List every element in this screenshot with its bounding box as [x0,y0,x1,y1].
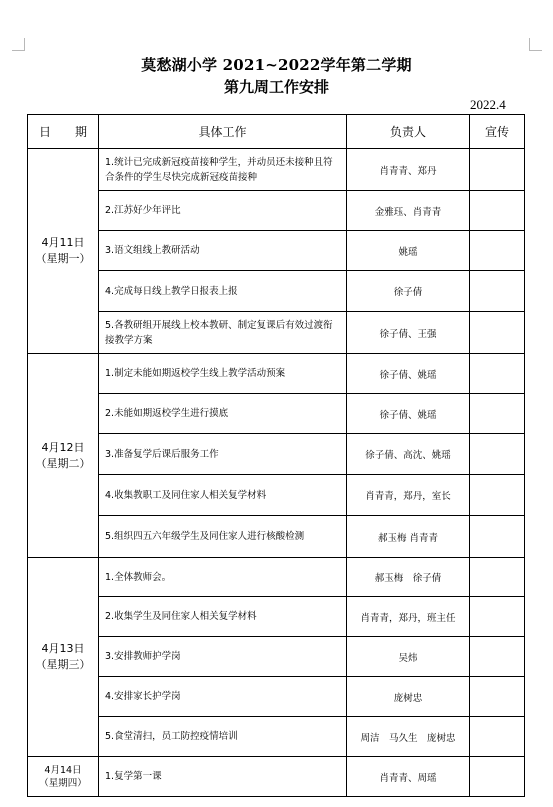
task-cell: 1.制定未能如期返校学生线上教学活动预案 [99,354,347,394]
publicity-cell [470,394,525,434]
task-cell: 4.安排家长护学岗 [99,677,347,717]
owner-cell: 吴炜 [347,637,470,677]
publicity-cell [470,757,525,797]
day-date: 4月11日 [41,236,85,249]
task-cell: 2.未能如期返校学生进行摸底 [99,394,347,434]
table-row [28,271,525,312]
table-row [28,434,525,475]
day-weekday: （星期四） [39,777,87,789]
publicity-cell [470,516,525,558]
task-cell: 1.全体教师会。 [99,558,347,597]
day-cell [28,354,99,558]
table-row [28,637,525,677]
owner-cell: 肖青青，郑丹，室长 [347,475,470,516]
publicity-cell [470,677,525,717]
publicity-cell [470,434,525,475]
owner-cell: 郝玉梅 肖青青 [347,516,470,558]
day-date: 4月13日 [41,642,85,655]
publicity-cell [470,149,525,191]
table-row [28,149,525,191]
task-cell: 3.准备复学后课后服务工作 [99,434,347,475]
table-row [28,516,525,558]
day-cell [28,558,99,757]
task-cell: 2.收集学生及同住家人相关复学材料 [99,597,347,637]
day-date: 4月12日 [41,440,85,454]
table-row [28,717,525,757]
owner-cell: 肖青青、郑丹 [347,149,470,191]
document-title: 莫愁湖小学 2021~2022学年第二学期 [141,56,412,74]
publicity-cell [470,354,525,394]
publicity-cell [470,475,525,516]
task-cell: 5.各教研组开展线上校本教研、制定复课后有效过渡衔接教学方案 [99,312,347,354]
owner-cell: 徐子倩、高沈、姚瑶 [347,434,470,475]
table-row [28,475,525,516]
day-weekday: （星期三） [35,658,91,671]
table-row [28,312,525,354]
task-cell: 5.组织四五六年级学生及同住家人进行核酸检测 [99,516,347,558]
task-cell: 4.完成每日线上教学日报表上报 [99,271,347,312]
publicity-cell [470,191,525,231]
page-corner-mark-left [12,38,25,51]
owner-cell: 周洁 马久生 庞树忠 [347,717,470,757]
task-cell: 2.江苏好少年评比 [99,191,347,231]
publicity-cell [470,597,525,637]
publicity-cell [470,717,525,757]
publicity-cell [470,637,525,677]
header-publicity: 宣传 [470,115,525,149]
owner-cell: 徐子倩 [347,271,470,312]
day-weekday: （星期二） [35,456,91,470]
table-row [28,677,525,717]
owner-cell: 徐子倩、王强 [347,312,470,354]
header-date: 日 期 [28,115,99,149]
task-cell: 3.语文组线上教研活动 [99,231,347,271]
publicity-cell [470,558,525,597]
header-owner: 负责人 [347,115,470,149]
day-weekday: （星期一） [35,252,91,265]
table-row [28,394,525,434]
table-header-row [28,115,525,149]
page-corner-mark-right [529,38,542,51]
task-cell: 5.食堂清扫，员工防控疫情培训 [99,717,347,757]
owner-cell: 姚瑶 [347,231,470,271]
day-date: 4月14日 [44,764,82,776]
owner-cell: 肖青青、周瑶 [347,757,470,797]
task-cell: 4.收集教职工及同住家人相关复学材料 [99,475,347,516]
day-cell [28,149,99,354]
owner-cell: 肖青青，郑丹，班主任 [347,597,470,637]
schedule-table [27,114,525,797]
task-cell: 1.统计已完成新冠疫苗接种学生，并动员还未接种且符合条件的学生尽快完成新冠疫苗接种 [99,149,347,191]
table-row [28,191,525,231]
owner-cell: 徐子倩、姚瑶 [347,354,470,394]
owner-cell: 郝玉梅 徐子倩 [347,558,470,597]
header-work: 具体工作 [99,115,347,149]
owner-cell: 金雅珏、肖青青 [347,191,470,231]
table-row [28,757,525,797]
document-subtitle: 第九周工作安排 [223,78,329,96]
task-cell: 1.复学第一课 [99,757,347,797]
table-row [28,597,525,637]
publicity-cell [470,271,525,312]
table-row [28,354,525,394]
publicity-cell [470,312,525,354]
task-cell: 3.安排教师护学岗 [99,637,347,677]
owner-cell: 庞树忠 [347,677,470,717]
table-row [28,558,525,597]
owner-cell: 徐子倩、姚瑶 [347,394,470,434]
table-row [28,231,525,271]
document-date: 2022.4 [470,97,506,112]
day-cell [28,757,99,797]
publicity-cell [470,231,525,271]
